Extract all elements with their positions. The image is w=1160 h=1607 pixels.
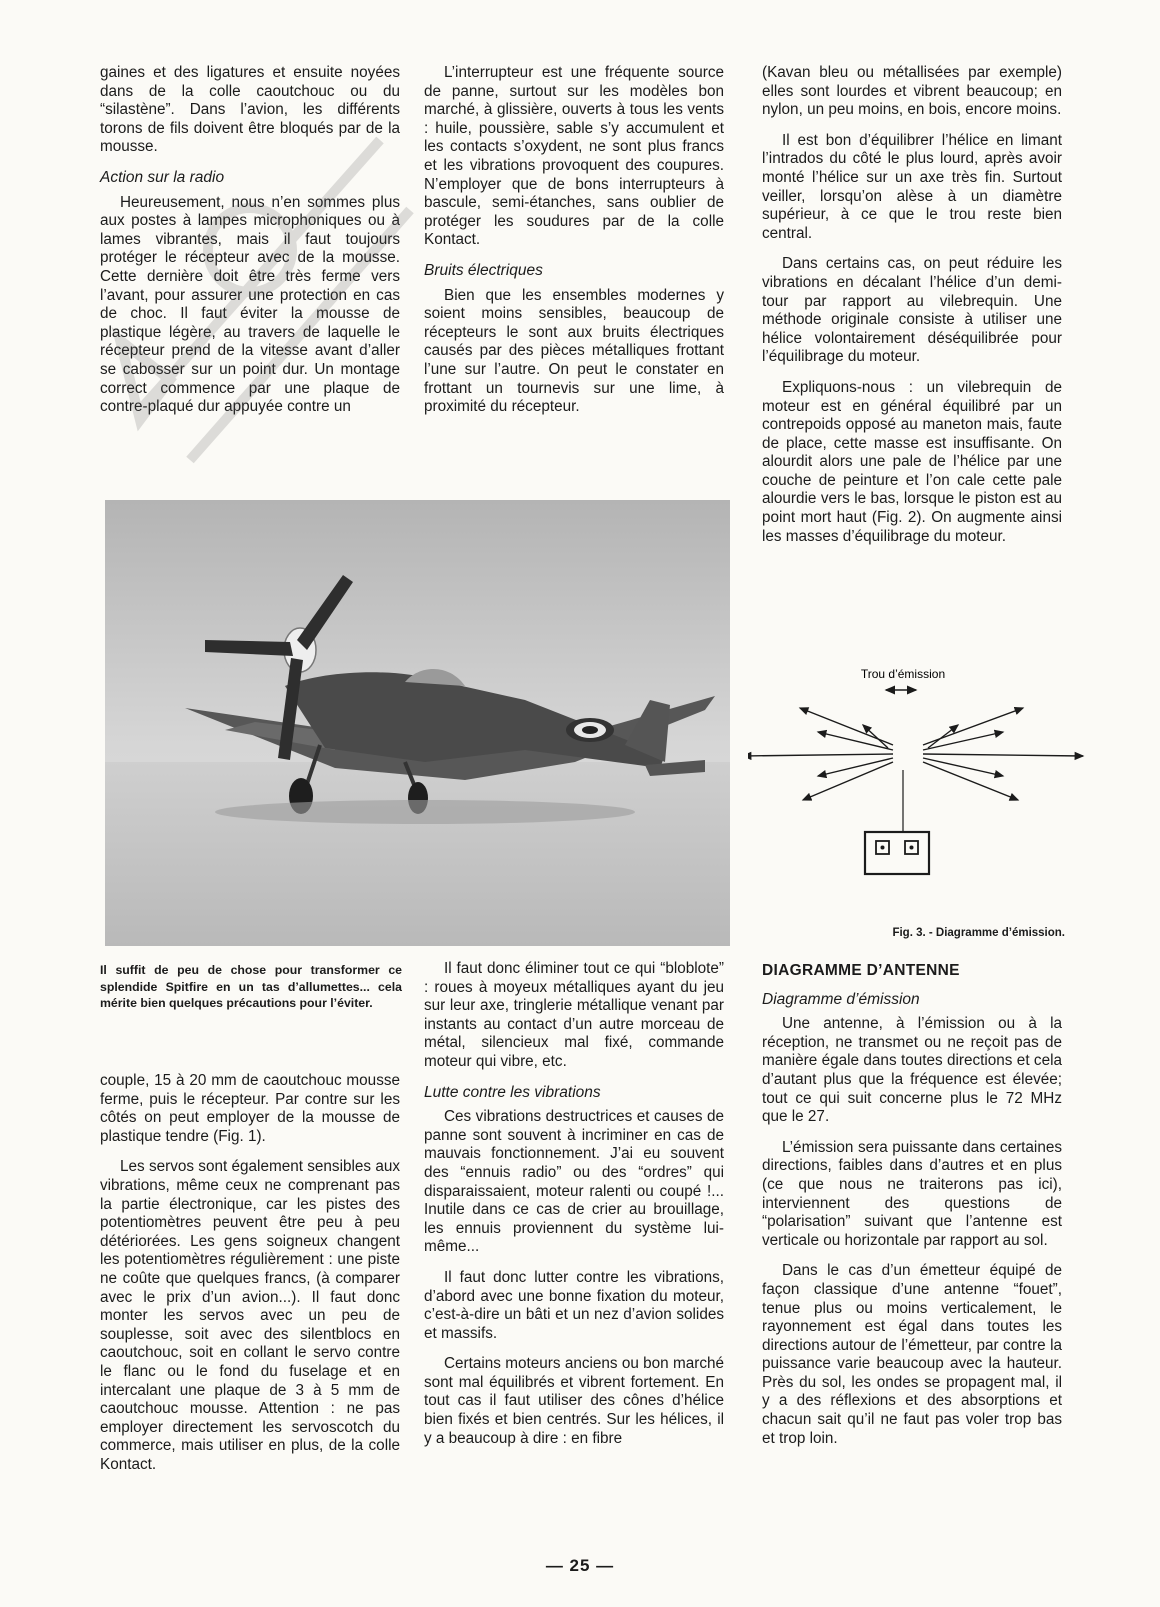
paragraph: Heureusement, nous n’en sommes plus aux postes à lampes microphoniques ou à lames vibrantes, mais il faut toujours protéger le récepteur avec de la mousse. Cette dernière doit être très ferme vers l’avant, pour assurer une protection en cas de choc. Il faut éviter la mousse de plastique légère, au travers de laquelle le récepteur prend de la vitesse avant d’aller se cabosser sur un point dur. Un montage correct commence par une plaque de contre-plaqué dur appuyée contre un xyxy=(100,193,400,416)
figure-caption: Fig. 3. - Diagramme d’émission. xyxy=(892,927,1065,939)
column-2-top xyxy=(424,64,724,429)
paragraph: Les servos sont également sensibles aux vibrations, même ceux ne comprenant pas la partie électronique, car les pistes des potentiomètres peuvent être peu à peu détériorées. Les gens soigneux changent les potentiomètres régulièrement : une piste ne coûte que quelques francs, (à comparer avec le prix d’un avion...). Il faut donc monter les servos avec un peu de souplesse, soit avec des silentblocs en caoutchouc, soit en collant le servo contre le flanc ou le fond du fuselage et en intercalant une plaque de 3 à 5 mm de caoutchouc mousse. Attention : ne pas employer directement les servoscotch du commerce, mais utiliser en plus, de la colle Kontact. xyxy=(100,1158,400,1473)
column-2-bottom xyxy=(424,960,724,1460)
section-heading-lutte: Lutte contre les vibrations xyxy=(424,1083,601,1101)
paragraph: L’interrupteur est une fréquente source de panne, surtout sur les modèles bon marché, à glissière, ouverts à tous les vents : huile, poussière, sable s’y accumulent et les contacts s’oxydent, ne sont plus francs et les vibrations provoquent des coupures. N’employer que de bons interrupteurs à bascule, semi-étanches, sans oublier de protéger les soudures par de la colle Kontact. xyxy=(424,64,724,249)
column-3-bottom xyxy=(762,962,1062,1460)
column-1-top xyxy=(100,64,400,429)
paragraph: Expliquons-nous : un vilebrequin de moteur est en général équilibré par un contrepoids opposé au maneton mais, faute de place, cette masse est insuffisante. On alourdit alors une pale de l’hélice par une couche de peinture et l’on cale cette pale alourdie vers le bas, lorsque le piston est au point mort haut (Fig. 2). On augmente ainsi les masses d’équilibrage du moteur. xyxy=(762,378,1062,545)
paragraph: Il faut donc lutter contre les vibrations, d’abord avec une bonne fixation du moteur, c’est-à-dire un bâti et un nez d’avion solides et massifs. xyxy=(424,1268,724,1342)
transmitter-box xyxy=(865,832,929,874)
page-number: — 25 — xyxy=(545,1556,615,1575)
column-3-top xyxy=(762,64,1062,558)
paragraph: Une antenne, à l’émission ou à la réception, ne transmet ou ne reçoit pas de manière égale dans toutes directions et cela d’autant plus que la fréquence est élevée; tout ce qui suit concerne plus le 72 MHz que le 27. xyxy=(762,1015,1062,1126)
emission-diagram xyxy=(748,660,1088,900)
spitfire-photo xyxy=(105,500,730,946)
photo-caption: Il suffit de peu de chose pour transformer ce splendide Spitfire en un tas d’allumettes... cela mérite bien quelques précautions pour l’éviter. xyxy=(100,963,402,1010)
section-heading-radio: Action sur la radio xyxy=(100,168,225,186)
paragraph: Ces vibrations destructrices et causes de panne sont souvent à incriminer en cas de mauvais fonctionnement. J’ai eu souvent des “ennuis radio” ou des “ordres” qui disparaissaient, moteur ralenti ou coupé !... Inutile dans ce cas de crier au brouillage, les ennuis proviennent du système lui-même... xyxy=(424,1108,724,1256)
figure-label-top: Trou d’émission xyxy=(860,667,946,681)
paragraph: (Kavan bleu ou métallisées par exemple) elles sont lourdes et vibrent beaucoup; en nylon, un peu moins, en bois, encore moins. xyxy=(762,64,1062,119)
paragraph: Certains moteurs anciens ou bon marché sont mal équilibrés et vibrent fortement. En tout cas il faut utiliser des cônes d’hélice bien fixés et bien centrés. Sur les hélices, il y a beaucoup à dire : en fibre xyxy=(424,1355,724,1447)
paragraph: Il faut donc éliminer tout ce qui “bloblote” : roues à moyeux métalliques ayant du jeu sur leur axe, tringlerie métallique venant par instants au contact d’un autre morceau de métal, silencieux mal fixé, commande moteur qui vibre, etc. xyxy=(424,960,724,1070)
paragraph: couple, 15 à 20 mm de caoutchouc mousse ferme, puis le récepteur. Par contre sur les côtés on peut employer de la mousse de plastique tendre (Fig. 1). xyxy=(100,1072,400,1145)
paragraph: Dans le cas d’un émetteur équipé de façon classique d’une antenne “fouet”, tenue plus ou moins verticalement, le rayonnement est égal dans toutes les directions autour de l’émetteur, par contre la puissance varie beaucoup avec la hauteur. Près du sol, les ondes se propagent mal, il y a des réflexions et des absorptions et chacun sait qu’il ne faut pas voler trop bas et trop loin. xyxy=(762,1262,1062,1447)
paragraph: Bien que les ensembles modernes y soient moins sensibles, beaucoup de récepteurs le sont aux bruits électriques causés par des pièces métalliques frottant l’une sur l’autre. On peut le constater en frottant un tournevis sur une lime, à proximité du récepteur. xyxy=(424,286,724,416)
column-1-bottom xyxy=(100,1072,400,1486)
paragraph: Dans certains cas, on peut réduire les vibrations en décalant l’hélice d’un demi-tour par rapport au vilebrequin. Une méthode originale consiste à utiliser une hélice volontairement déséquilibrée pour l’équilibrage du moteur. xyxy=(762,255,1062,366)
subsection-heading-emission: Diagramme d’émission xyxy=(762,990,920,1008)
section-heading-bruits: Bruits électriques xyxy=(424,261,543,279)
paragraph: L’émission sera puissante dans certaines directions, faibles dans d’autres et en plus (ce que nous ne traiterons pas ici), interviennent des questions de “polarisation” suivant que l’antenne est verticale ou horizontale par rapport au sol. xyxy=(762,1138,1062,1249)
paragraph: Il est bon d’équilibrer l’hélice en limant l’intrados du côté le plus lourd, après avoir monté l’hélice sur un axe très fin. Surtout veiller, lorsqu’on alèse à un diamètre supérieur, à ce que le trou reste bien central. xyxy=(762,131,1062,242)
section-heading-antenne: DIAGRAMME D’ANTENNE xyxy=(762,962,960,979)
paragraph: gaines et des ligatures et ensuite noyées dans de la colle caoutchouc ou du “silastène”. Dans l’avion, les différents torons de fils doivent être bloqués par de la mousse. xyxy=(100,64,400,156)
